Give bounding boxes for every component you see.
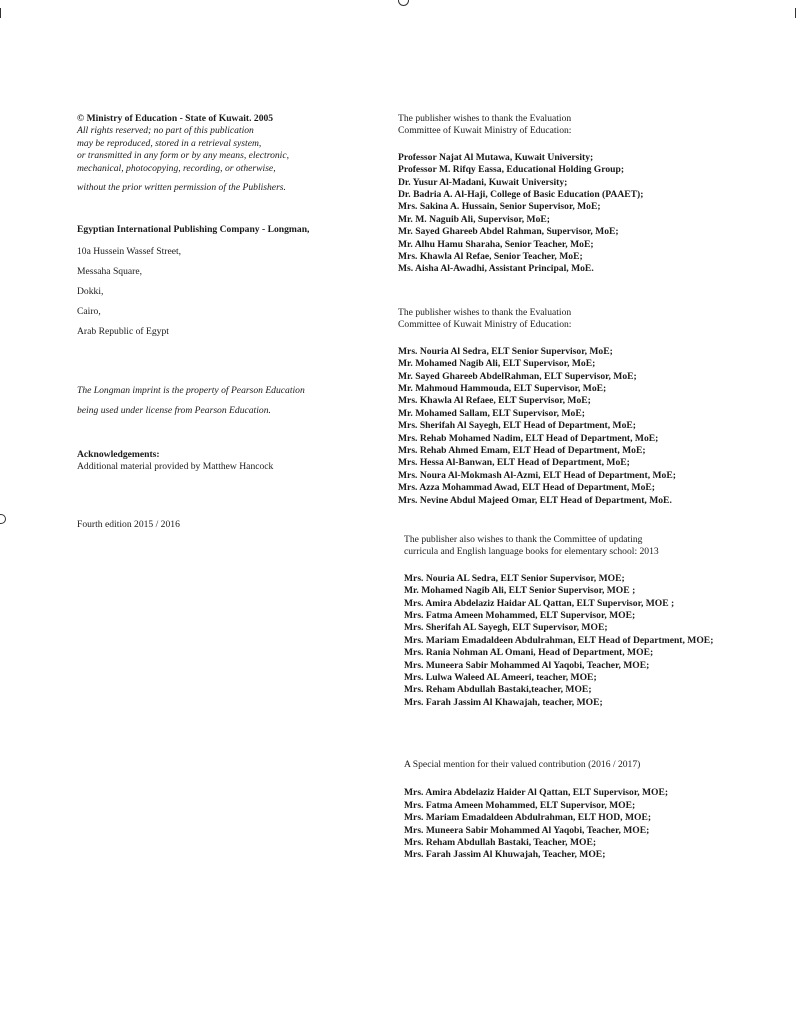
name-entry: Mr. Sayed Ghareeb Abdel Rahman, Supervisor, MoE;: [398, 226, 619, 238]
name-entry: Dr. Badria A. Al-Haji, College of Basic Education (PAAET);: [398, 189, 644, 201]
address-line: Messaha Square,: [77, 266, 143, 278]
address-line: Dokki,: [77, 286, 104, 298]
crop-mark-top-right: [795, 8, 796, 18]
name-entry: Mr. Alhu Hamu Sharaha, Senior Teacher, MoE;: [398, 238, 594, 250]
publisher-name: Egyptian International Publishing Company - Longman,: [77, 224, 310, 235]
rights-line: may be reproduced, stored in a retrieval system,: [77, 137, 262, 149]
ack-title: Acknowledgements:: [77, 449, 160, 460]
name-entry: Mr. Mahmoud Hammouda, ELT Supervisor, MoE;: [398, 383, 607, 395]
name-entry: Dr. Yusur Al-Madani, Kuwait University;: [398, 176, 568, 188]
publisher-block: [77, 224, 377, 342]
special-mention-section: [404, 759, 799, 862]
rights-line: All rights reserved; no part of this publication: [77, 125, 254, 137]
section-intro: The publisher wishes to thank the Evaluation: [398, 113, 572, 124]
name-entry: Mrs. Khawla Al Refaee, ELT Supervisor, MoE;: [398, 395, 591, 407]
name-entry: Professor M. Rifqy Eassa, Educational Holding Group;: [398, 164, 625, 176]
name-entry: Mr. Mohamed Nagib Ali, ELT Supervisor, MoE;: [398, 358, 596, 370]
rights-line: or transmitted in any form or by any means, electronic,: [77, 150, 290, 162]
rights-line: mechanical, photocopying, recording, or otherwise,: [77, 162, 276, 174]
section-intro: Committee of Kuwait Ministry of Education:: [398, 125, 572, 137]
name-entry: Mrs. Farah Jassim Al Khuwajah, Teacher, MOE;: [404, 849, 606, 861]
address-line: Arab Republic of Egypt: [77, 326, 169, 338]
registration-mark-left-icon: [0, 514, 6, 524]
name-entry: Mrs. Mariam Emadaldeen Abdulrahman, ELT Head of Department, MOE;: [404, 634, 714, 646]
name-entry: Mrs. Sakina A. Hussain, Senior Supervisor, MoE;: [398, 201, 601, 213]
name-entry: Mrs. Fatma Ameen Mohammed, ELT Supervisor, MOE;: [404, 610, 636, 622]
edition-block: [77, 519, 377, 531]
ack-text: Additional material provided by Matthew Hancock: [77, 461, 274, 473]
thanks-section-1: [398, 113, 798, 276]
section-intro: The publisher also wishes to thank the Committee of updating: [404, 534, 643, 545]
name-entry: Mr. M. Naguib Ali, Supervisor, MoE;: [398, 213, 550, 225]
name-entry: Mrs. Nouria AL Sedra, ELT Senior Supervisor, MOE;: [404, 572, 625, 584]
name-entry: Mrs. Amira Abdelaziz Haider Al Qattan, ELT Supervisor, MOE;: [404, 787, 669, 799]
name-entry: Mrs. Muneera Sabir Mohammed Al Yaqobi, Teacher, MOE;: [404, 659, 650, 671]
registration-mark-top-icon: [398, 0, 409, 6]
name-entry: Mrs. Muneera Sabir Mohammed Al Yaqobi, Teacher, MOE;: [404, 824, 650, 836]
name-entry: Mrs. Rehab Mohamed Nadim, ELT Head of Department, MoE;: [398, 432, 659, 444]
name-entry: Mrs. Nevine Abdul Majeed Omar, ELT Head of Department, MoE.: [398, 494, 672, 506]
name-entry: Mrs. Reham Abdullah Bastaki,teacher, MOE;: [404, 684, 592, 696]
name-entry: Mr. Mohamed Nagib Ali, ELT Senior Supervisor, MOE ;: [404, 585, 636, 597]
name-entry: Ms. Aisha Al-Awadhi, Assistant Principal, MoE.: [398, 263, 594, 275]
address-line: 10a Hussein Wassef Street,: [77, 246, 182, 258]
thanks-section-3: [404, 534, 799, 709]
name-entry: Mr. Mohamed Sallam, ELT Supervisor, MoE;: [398, 407, 585, 419]
section-intro: A Special mention for their valued contribution (2016 / 2017): [404, 759, 641, 770]
imprint-line: being used under license from Pearson Education.: [77, 405, 271, 416]
name-entry: Mrs. Sherifah Al Sayegh, ELT Head of Department, MoE;: [398, 420, 636, 432]
name-entry: Mrs. Rehab Ahmed Emam, ELT Head of Department, MoE;: [398, 445, 646, 457]
name-entry: Mrs. Nouria Al Sedra, ELT Senior Supervisor, MoE;: [398, 345, 613, 357]
section-intro: curricula and English language books for elementary school: 2013: [404, 546, 659, 558]
section-intro: Committee of Kuwait Ministry of Education:: [398, 319, 572, 331]
name-entry: Mrs. Azza Mohammad Awad, ELT Head of Department, MoE;: [398, 482, 655, 494]
name-entry: Mrs. Amira Abdelaziz Haidar AL Qattan, ELT Supervisor, MOE ;: [404, 597, 675, 609]
name-entry: Mrs. Mariam Emadaldeen Abdulrahman, ELT HOD, MOE;: [404, 812, 652, 824]
acknowledgements-block: [77, 449, 377, 474]
rights-line: without the prior written permission of the Publishers.: [77, 182, 286, 194]
imprint-line: The Longman imprint is the property of Pearson Education: [77, 385, 305, 396]
name-entry: Mrs. Sherifah AL Sayegh, ELT Supervisor, MOE;: [404, 622, 608, 634]
crop-mark-top-left: [0, 8, 1, 18]
section-intro: The publisher wishes to thank the Evaluation: [398, 307, 572, 318]
name-entry: Mrs. Farah Jassim Al Khawajah, teacher, MOE;: [404, 696, 603, 708]
thanks-section-2: [398, 307, 798, 507]
name-entry: Mrs. Fatma Ameen Mohammed, ELT Supervisor, MOE;: [404, 799, 636, 811]
name-entry: Professor Najat Al Mutawa, Kuwait University;: [398, 151, 594, 163]
name-entry: Mrs. Khawla Al Refae, Senior Teacher, MoE;: [398, 251, 583, 263]
address-line: Cairo,: [77, 306, 101, 318]
imprint-block: [77, 381, 377, 421]
name-entry: Mrs. Reham Abdullah Bastaki, Teacher, MOE;: [404, 837, 597, 849]
copyright-title: © Ministry of Education - State of Kuwait. 2005: [77, 113, 274, 124]
name-entry: Mrs. Hessa Al-Banwan, ELT Head of Department, MoE;: [398, 457, 630, 469]
name-entry: Mrs. Noura Al-Mokmash Al-Azmi, ELT Head of Department, MoE;: [398, 469, 676, 481]
left-column: [77, 113, 377, 194]
name-entry: Mrs. Lulwa Waleed AL Ameeri, teacher, MOE;: [404, 672, 597, 684]
name-entry: Mrs. Rania Nohman AL Omani, Head of Department, MOE;: [404, 647, 654, 659]
edition-text: Fourth edition 2015 / 2016: [77, 519, 180, 530]
name-entry: Mr. Sayed Ghareeb AbdelRahman, ELT Supervisor, MoE;: [398, 370, 637, 382]
